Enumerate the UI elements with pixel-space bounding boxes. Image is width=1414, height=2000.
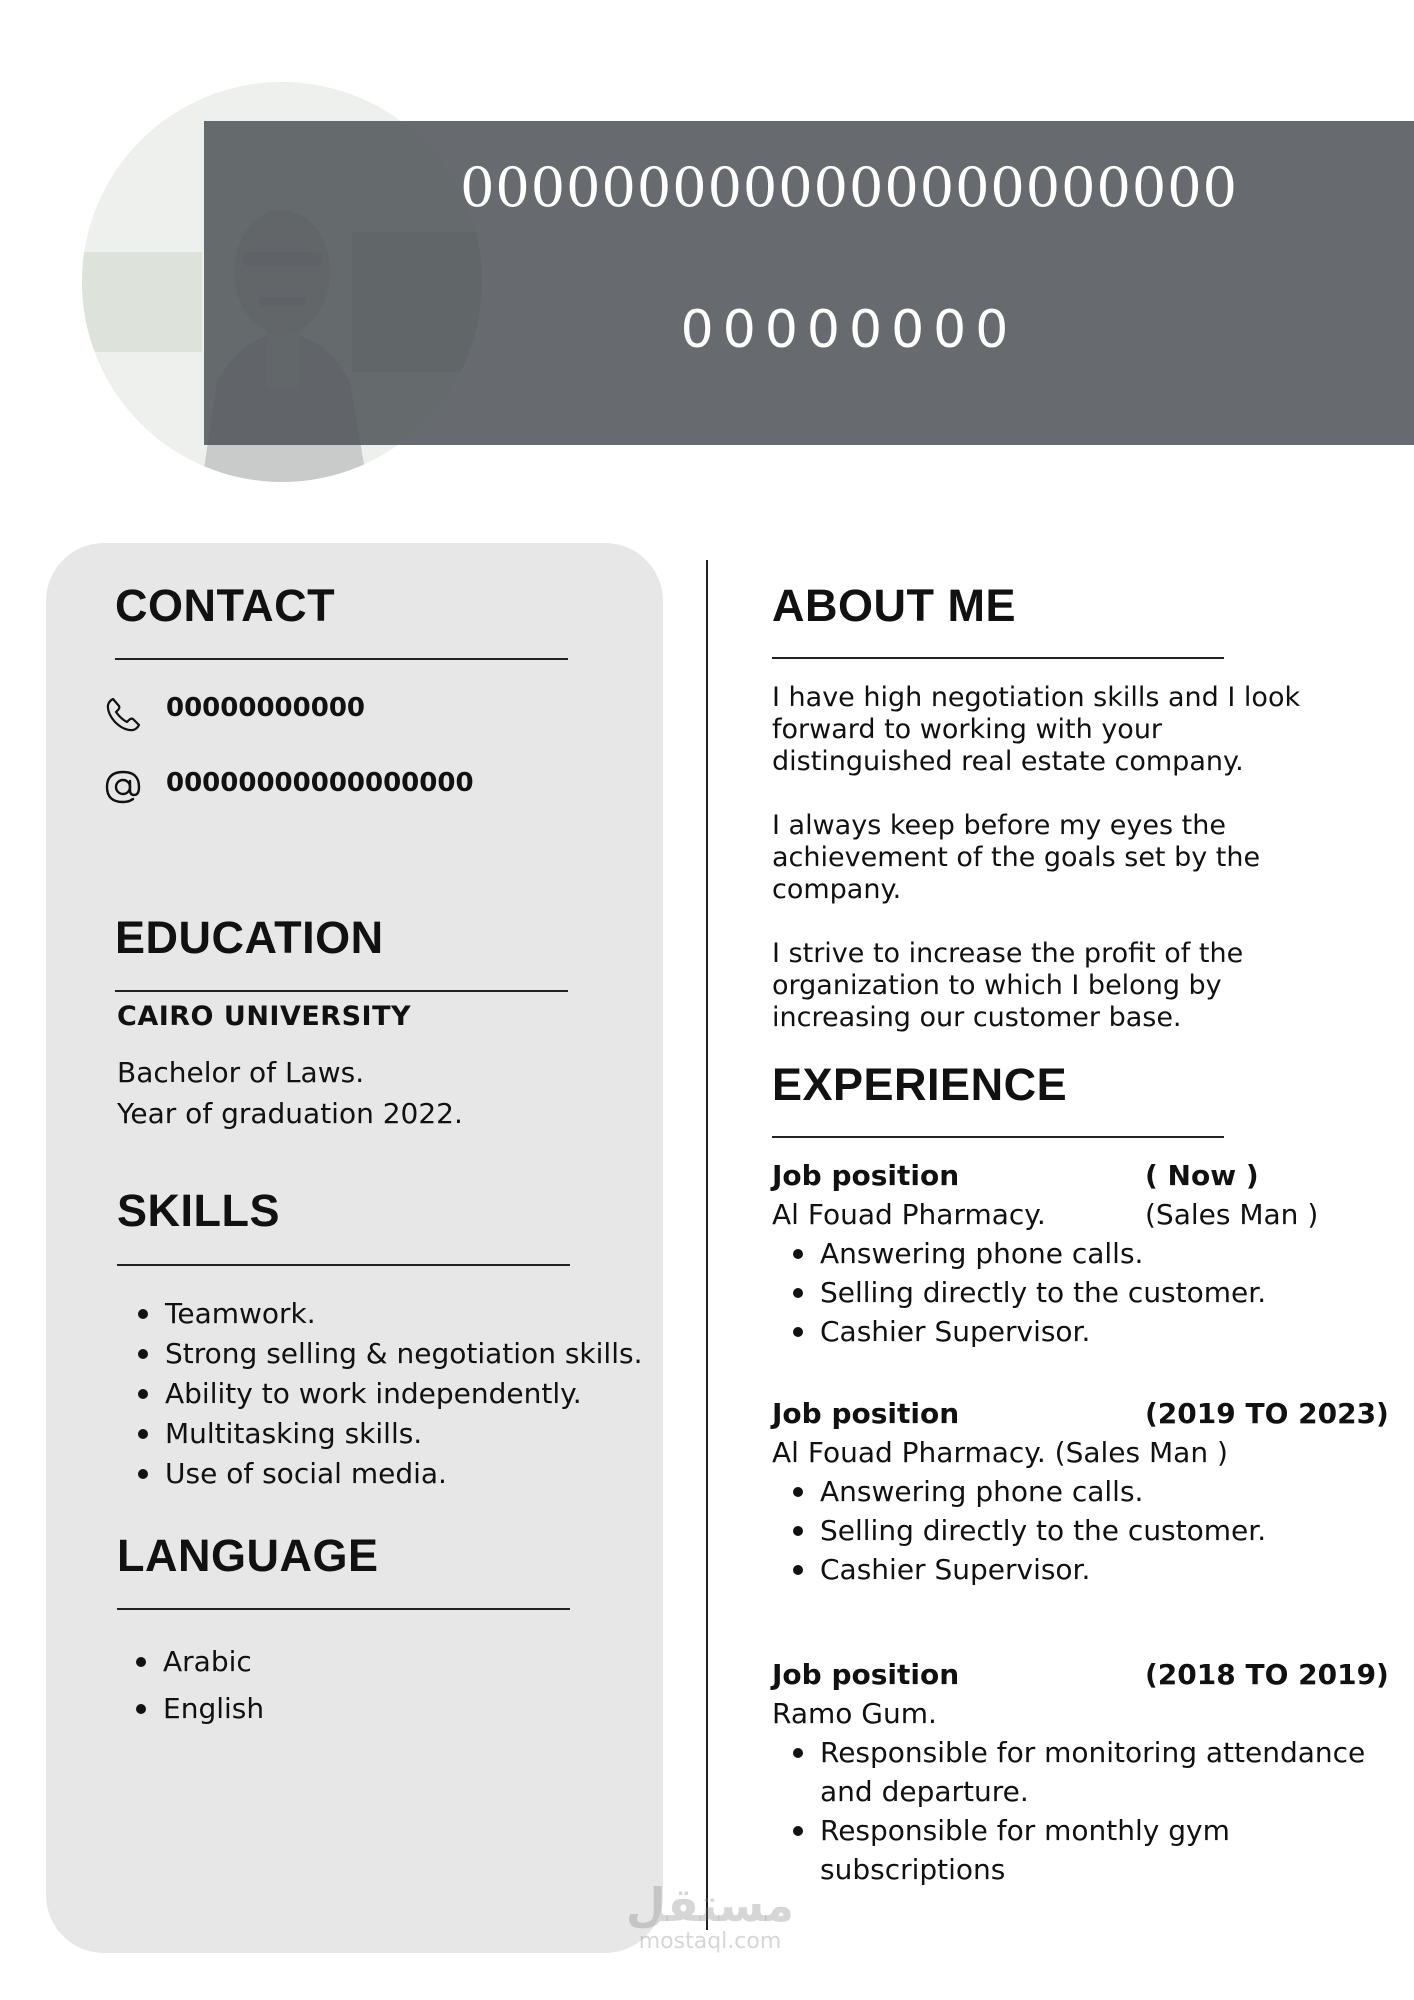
about-heading: ABOUT ME bbox=[772, 580, 1016, 631]
job-duty-continuation: subscriptions bbox=[820, 1853, 1006, 1886]
university-name: CAIRO UNIVERSITY bbox=[117, 1001, 412, 1032]
job-position-label: Job position bbox=[772, 1658, 960, 1691]
job-date: (2019 TO 2023) bbox=[1145, 1397, 1389, 1430]
about-line: increasing our customer base. bbox=[772, 1002, 1182, 1033]
about-line: I strive to increase the profit of the bbox=[772, 938, 1244, 969]
at-sign-icon bbox=[103, 767, 143, 807]
job-duty-item: Cashier Supervisor. bbox=[820, 1550, 1266, 1589]
about-line: achievement of the goals set by the bbox=[772, 842, 1261, 873]
about-paragraph bbox=[772, 810, 1300, 906]
language-list bbox=[163, 1638, 264, 1732]
about-line: I have high negotiation skills and I look bbox=[772, 682, 1301, 713]
job-duty-item: Responsible for monthly gym bbox=[820, 1811, 1365, 1850]
language-item: Arabic bbox=[163, 1638, 264, 1685]
job-duties-list bbox=[820, 1733, 1365, 1889]
watermark-arabic: مستقل bbox=[625, 1878, 795, 1932]
experience-heading: EXPERIENCE bbox=[772, 1059, 1068, 1110]
about-divider bbox=[772, 657, 1224, 659]
job-duties-list bbox=[820, 1234, 1266, 1351]
full-name: 0000000000000000000000 bbox=[460, 156, 1238, 219]
about-line: company. bbox=[772, 874, 902, 905]
education-heading: EDUCATION bbox=[115, 912, 384, 963]
job-duty-item: Answering phone calls. bbox=[820, 1472, 1266, 1511]
watermark-site: mostaql.com bbox=[638, 1929, 782, 1954]
job-duty-continuation: and departure. bbox=[820, 1775, 1029, 1808]
education-divider bbox=[115, 990, 568, 992]
about-line: distinguished real estate company. bbox=[772, 746, 1244, 777]
skill-item: Use of social media. bbox=[165, 1454, 642, 1494]
job-duty-item: Answering phone calls. bbox=[820, 1234, 1266, 1273]
skills-heading: SKILLS bbox=[117, 1185, 281, 1236]
degree-text: Bachelor of Laws. bbox=[117, 1056, 365, 1089]
email-address: 00000000000000000 bbox=[166, 768, 474, 798]
job-role: (Sales Man ) bbox=[1145, 1198, 1319, 1231]
job-company: Ramo Gum. bbox=[772, 1697, 937, 1730]
job-position-label: Job position bbox=[772, 1159, 960, 1192]
job-duty-item: Selling directly to the customer. bbox=[820, 1273, 1266, 1312]
job-date: (2018 TO 2019) bbox=[1145, 1658, 1389, 1691]
graduation-year-text: Year of graduation 2022. bbox=[117, 1097, 463, 1130]
skill-item: Strong selling & negotiation skills. bbox=[165, 1334, 642, 1374]
job-subtitle: 00000000 bbox=[680, 300, 1018, 360]
job-position-label: Job position bbox=[772, 1397, 960, 1430]
contact-heading: CONTACT bbox=[115, 580, 336, 631]
phone-number: 00000000000 bbox=[166, 693, 365, 723]
column-divider bbox=[706, 560, 708, 1930]
skill-item: Multitasking skills. bbox=[165, 1414, 642, 1454]
skills-divider bbox=[117, 1264, 570, 1266]
mostaql-watermark bbox=[620, 1880, 800, 1954]
skill-item: Ability to work independently. bbox=[165, 1374, 642, 1414]
job-company: Al Fouad Pharmacy. bbox=[772, 1198, 1046, 1231]
language-heading: LANGUAGE bbox=[117, 1530, 379, 1581]
contact-divider bbox=[115, 658, 568, 660]
about-paragraph bbox=[772, 682, 1300, 778]
about-line: I always keep before my eyes the bbox=[772, 810, 1226, 841]
job-duties-list bbox=[820, 1472, 1266, 1589]
job-company: Al Fouad Pharmacy. (Sales Man ) bbox=[772, 1436, 1228, 1469]
about-line: forward to working with your bbox=[772, 714, 1163, 745]
job-date: ( Now ) bbox=[1145, 1159, 1259, 1192]
experience-divider bbox=[772, 1136, 1224, 1138]
language-item: English bbox=[163, 1685, 264, 1732]
skill-item: Teamwork. bbox=[165, 1294, 642, 1334]
language-divider bbox=[117, 1608, 570, 1610]
job-duty-item: Selling directly to the customer. bbox=[820, 1511, 1266, 1550]
left-sidebar-panel bbox=[46, 543, 663, 1953]
phone-icon bbox=[103, 695, 143, 735]
job-duty-item: Responsible for monitoring attendance bbox=[820, 1733, 1365, 1772]
about-line: organization to which I belong by bbox=[772, 970, 1222, 1001]
skills-list bbox=[165, 1294, 642, 1494]
about-body bbox=[772, 682, 1300, 1066]
job-duty-item: Cashier Supervisor. bbox=[820, 1312, 1266, 1351]
about-paragraph bbox=[772, 938, 1300, 1034]
